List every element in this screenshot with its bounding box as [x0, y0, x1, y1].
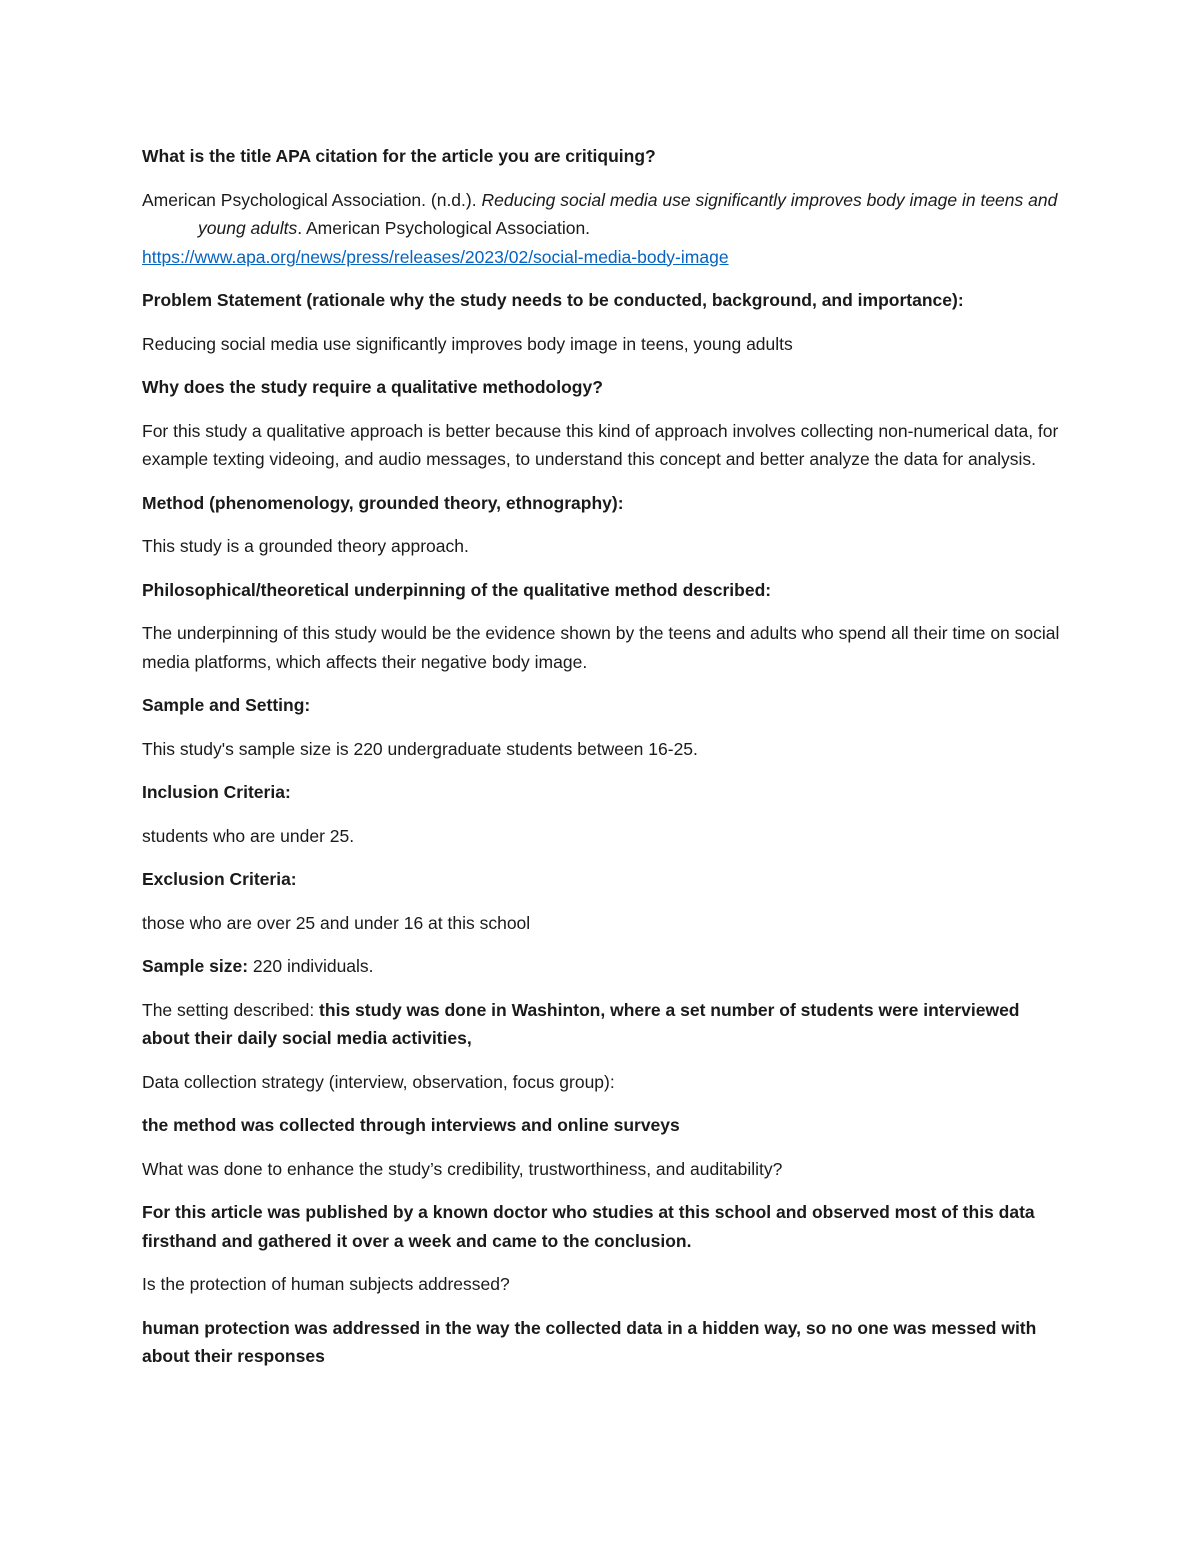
- setting-value: this study was done in Washinton, where a set number of students were interviewed about their daily social media activities,: [142, 999, 1020, 1048]
- setting-label: The setting described:: [142, 999, 320, 1020]
- apa-citation: [142, 186, 1062, 272]
- question-philosophical-underpinning: Philosophical/theoretical underpinning of the qualitative method described:: [142, 579, 772, 600]
- citation-title: Reducing social media use significantly improves body image in teens and young adults: [198, 189, 1058, 238]
- answer-sample-and-setting: This study's sample size is 220 undergraduate students between 16-25.: [142, 738, 698, 759]
- sample-size-value: 220 individuals.: [248, 956, 374, 976]
- answer-inclusion-criteria: students who are under 25.: [142, 825, 355, 846]
- question-problem-statement: Problem Statement (rationale why the study needs to be conducted, background, and importance):: [142, 290, 964, 310]
- answer-data-collection: the method was collected through interviews and online surveys: [142, 1115, 680, 1135]
- answer-exclusion-criteria: those who are over 25 and under 16 at this school: [142, 912, 531, 933]
- question-qualitative-methodology: Why does the study require a qualitative methodology?: [142, 377, 603, 397]
- citation-publisher: . American Psychological Association.: [297, 218, 591, 238]
- question-method: Method (phenomenology, grounded theory, ethnography):: [142, 492, 624, 513]
- question-inclusion-criteria: Inclusion Criteria:: [142, 782, 291, 802]
- citation-author-date: American Psychological Association. (n.d.).: [142, 189, 482, 210]
- question-data-collection: Data collection strategy (interview, observation, focus group):: [142, 1071, 615, 1092]
- sample-size-label: Sample size:: [142, 956, 249, 976]
- sample-size: [142, 952, 1062, 981]
- answer-method: This study is a grounded theory approach.: [142, 536, 469, 556]
- answer-problem-statement: Reducing social media use significantly improves body image in teens, young adults: [142, 333, 793, 354]
- answer-philosophical-underpinning: The underpinning of this study would be the evidence shown by the teens and adults who spend all their time on social media platforms, which affects their negative body image.: [142, 623, 1060, 672]
- answer-credibility: For this article was published by a known doctor who studies at this school and observed most of this data firsthand and gathered it over a week and came to the conclusion.: [142, 1202, 1035, 1251]
- citation-url-link[interactable]: https://www.apa.org/news/press/releases/2023/02/social-media-body-image: [142, 246, 729, 267]
- answer-human-protection: human protection was addressed in the way the collected data in a hidden way, so no one was messed with about their responses: [142, 1317, 1037, 1366]
- question-credibility: What was done to enhance the study’s credibility, trustworthiness, and auditability?: [142, 1158, 783, 1179]
- document-body: [142, 142, 1062, 1386]
- question-human-protection: Is the protection of human subjects addressed?: [142, 1274, 510, 1294]
- answer-qualitative-methodology: For this study a qualitative approach is better because this kind of approach involves collecting non-numerical data, for example texting videoing, and audio messages, to understand this concept and better analyze the data for analysis.: [142, 420, 1059, 469]
- question-sample-and-setting: Sample and Setting:: [142, 695, 311, 715]
- question-exclusion-criteria: Exclusion Criteria:: [142, 869, 297, 889]
- question-citation: What is the title APA citation for the article you are critiquing?: [142, 146, 656, 166]
- setting-described: [142, 996, 1062, 1053]
